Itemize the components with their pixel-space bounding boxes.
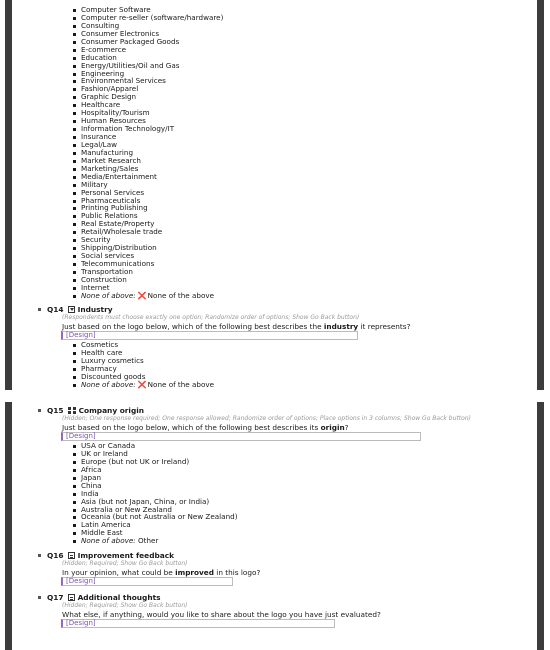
question-prompt: Just based on the logo below, which of the following best describes its origin?: [62, 423, 349, 432]
q16-header: [38, 551, 174, 560]
option-item: Pharmaceuticals: [73, 197, 223, 205]
page-left-border: [5, 0, 12, 390]
option-item: Hospitality/Tourism: [73, 109, 223, 117]
option-item: Europe (but not UK or Ireland): [73, 458, 238, 466]
page-2: [0, 402, 550, 650]
option-item: Latin America: [73, 521, 238, 529]
q14-header: [38, 305, 113, 314]
option-item: Oceania (but not Australia or New Zealand): [73, 513, 238, 521]
option-item: Transportation: [73, 268, 223, 276]
question-meta: (Hidden; One response required; One response allowed; Randomize order of options; Place options in 3 columns; Show Go Back button): [62, 415, 471, 422]
question-title: Improvement feedback: [77, 551, 175, 560]
none-above-label: None of above:: [81, 290, 136, 300]
option-item: Shipping/Distribution: [73, 244, 223, 252]
option-item: Public Relations: [73, 212, 223, 220]
exclusive-x-icon: ❌: [137, 379, 147, 389]
option-item: Real Estate/Property: [73, 220, 223, 228]
option-item: Middle East: [73, 529, 238, 537]
option-item: Market Research: [73, 157, 223, 165]
option-item: Printing Publishing: [73, 204, 223, 212]
option-item: Discounted goods: [73, 373, 214, 381]
question-meta: (Hidden; Required; Show Go Back button): [62, 602, 188, 609]
question-prompt: In your opinion, what could be improved in this logo?: [62, 568, 261, 577]
option-item: Africa: [73, 466, 238, 474]
question-number: Q14: [47, 305, 64, 314]
q15-options-list: [73, 442, 238, 545]
option-item: Education: [73, 54, 223, 62]
design-placeholder[interactable]: [Design]: [61, 619, 335, 628]
q15-header: [38, 406, 144, 415]
option-item: Personal Services: [73, 189, 223, 197]
none-above-label: None of above:: [81, 379, 136, 389]
question-title: Industry: [77, 305, 113, 314]
page-right-border: [537, 402, 544, 650]
option-item: Pharmacy: [73, 365, 214, 373]
exclusive-x-icon: ❌: [137, 290, 147, 300]
dropdown-icon: [68, 306, 75, 313]
option-item: Computer Software: [73, 6, 223, 14]
option-item: Environmental Services: [73, 77, 223, 85]
option-item: Insurance: [73, 133, 223, 141]
page-left-border: [5, 402, 12, 650]
question-prompt: What else, if anything, would you like to share about the logo you have just evaluated?: [62, 610, 381, 619]
option-item: Security: [73, 236, 223, 244]
option-item: Cosmetics: [73, 341, 214, 349]
question-number: Q16: [47, 551, 64, 560]
option-item: China: [73, 482, 238, 490]
option-item: Health care: [73, 349, 214, 357]
option-item: Social services: [73, 252, 223, 260]
option-item: Internet: [73, 284, 223, 292]
question-number: Q15: [47, 406, 64, 415]
option-item: Fashion/Apparel: [73, 85, 223, 93]
design-placeholder[interactable]: [Design]: [61, 331, 358, 340]
question-meta: (Respondents must choose exactly one option; Randomize order of options; Show Go Back button): [62, 314, 360, 321]
question-title: Company origin: [78, 406, 145, 415]
option-item: Consumer Packaged Goods: [73, 38, 223, 46]
option-item: Consulting: [73, 22, 223, 30]
q14-options-list: [73, 341, 214, 389]
option-item: Manufacturing: [73, 149, 223, 157]
option-item: Retail/Wholesale trade: [73, 228, 223, 236]
none-above-text: None of the above: [147, 290, 215, 300]
option-item: Energy/Utilities/Oil and Gas: [73, 62, 223, 70]
none-above-label: None of above:: [81, 536, 136, 546]
question-title: Additional thoughts: [77, 593, 161, 602]
option-none-above: [73, 537, 238, 545]
q17-header: [38, 593, 161, 602]
page-gap: [0, 390, 550, 402]
option-item: India: [73, 490, 238, 498]
option-item: Luxury cosmetics: [73, 357, 214, 365]
option-item: Computer re-seller (software/hardware): [73, 14, 223, 22]
none-above-text: None of the above: [147, 379, 215, 389]
option-item: Human Resources: [73, 117, 223, 125]
option-item: Military: [73, 181, 223, 189]
option-item: UK or Ireland: [73, 450, 238, 458]
option-item: Consumer Electronics: [73, 30, 223, 38]
design-placeholder[interactable]: [Design]: [61, 432, 421, 441]
option-item: Japan: [73, 474, 238, 482]
option-item: Australia or New Zealand: [73, 506, 238, 514]
option-item: Information Technology/IT: [73, 125, 223, 133]
bullet-icon: [38, 308, 41, 311]
other-text: Other: [138, 536, 159, 546]
design-placeholder[interactable]: [Design]: [61, 577, 233, 586]
option-item: Construction: [73, 276, 223, 284]
question-number: Q17: [47, 593, 64, 602]
option-item: E-commerce: [73, 46, 223, 54]
bullet-icon: [38, 409, 41, 412]
question-prompt: Just based on the logo below, which of the following best describes the industry it represents?: [62, 322, 411, 331]
option-item: Asia (but not Japan, China, or India): [73, 498, 238, 506]
option-item: USA or Canada: [73, 442, 238, 450]
option-item: Media/Entertainment: [73, 173, 223, 181]
option-none-above: [73, 292, 223, 300]
option-item: Healthcare: [73, 101, 223, 109]
option-item: Graphic Design: [73, 93, 223, 101]
grid-icon: [68, 407, 76, 414]
option-item: Telecommunications: [73, 260, 223, 268]
industry-options-list: [73, 6, 223, 300]
option-item: Legal/Law: [73, 141, 223, 149]
bullet-icon: [38, 554, 41, 557]
option-item: Marketing/Sales: [73, 165, 223, 173]
question-meta: (Hidden; Required; Show Go Back button): [62, 560, 188, 567]
page-right-border: [537, 0, 544, 390]
bullet-icon: [38, 596, 41, 599]
text-field-icon: [68, 552, 75, 559]
text-field-icon: [68, 594, 75, 601]
option-none-above: [73, 381, 214, 389]
option-item: Engineering: [73, 70, 223, 78]
